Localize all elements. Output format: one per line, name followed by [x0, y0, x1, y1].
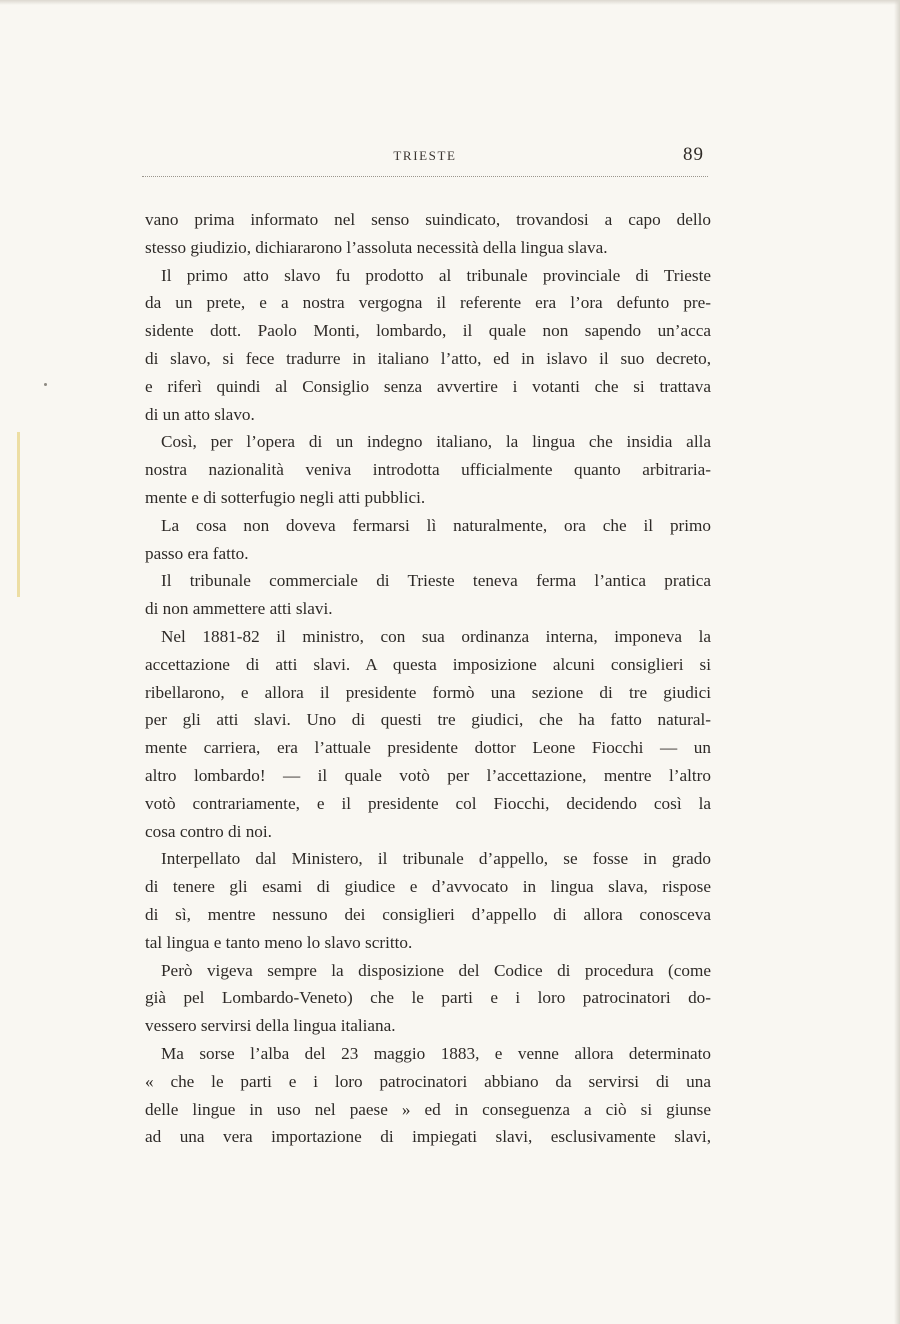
text-line: Così, per l’opera di un indegno italiano, la lingua che insidia alla: [161, 432, 711, 452]
text-line: Ma sorse l’alba del 23 maggio 1883, e venne allora determinato: [161, 1043, 711, 1063]
text-line: ribellarono, e allora il presidente formò una sezione di tre giudici: [145, 682, 711, 702]
text-line: vano prima informato nel senso suindicato, trovandosi a capo dello: [145, 210, 711, 229]
text-line: nostra nazionalità veniva introdotta ufficialmente quanto arbitraria-: [145, 460, 711, 480]
text-line: Il primo atto slavo fu prodotto al tribunale provinciale di Trieste: [161, 265, 711, 285]
text-line: Il tribunale commerciale di Trieste teneva ferma l’antica pratica: [161, 571, 711, 591]
text-line: Nel 1881-82 il ministro, con sua ordinanza interna, imponeva la: [161, 626, 711, 646]
text-line: per gli atti slavi. Uno di questi tre giudici, che ha fatto natural-: [145, 710, 711, 730]
text-line: « che le parti e i loro patrocinatori abbiano da servirsi di una: [145, 1071, 711, 1091]
margin-stain: [17, 432, 20, 597]
page-number: 89: [683, 144, 704, 165]
text-line: vessero servirsi della lingua italiana.: [145, 1016, 396, 1036]
text-line: mente e di sotterfugio negli atti pubblici.: [145, 487, 426, 507]
text-line: di tenere gli esami di giudice e d’avvocato in lingua slava, rispose: [145, 877, 711, 897]
text-line: passo era fatto.: [145, 543, 249, 563]
text-line: sidente dott. Paolo Monti, lombardo, il quale non sapendo un’acca: [145, 321, 711, 341]
text-line: di slavo, si fece tradurre in italiano l’atto, ed in islavo il suo decreto,: [145, 348, 711, 368]
text-line: altro lombardo! — il quale votò per l’accettazione, mentre l’altro: [145, 765, 711, 785]
text-line: delle lingue in uso nel paese » ed in conseguenza a ciò si giunse: [145, 1099, 711, 1119]
text-line: di non ammettere atti slavi.: [145, 599, 333, 619]
text-line: stesso giudizio, dichiararono l’assoluta necessità della lingua slava.: [145, 237, 608, 257]
text-line: cosa contro di noi.: [145, 821, 272, 841]
text-line: Però vigeva sempre la disposizione del Codice di procedura (come: [161, 960, 711, 980]
text-line: già pel Lombardo-Veneto) che le parti e i loro patrocinatori do-: [145, 988, 711, 1008]
running-head: [142, 144, 708, 174]
text-line: ad una vera importazione di impiegati slavi, esclusivamente slavi,: [145, 1127, 711, 1147]
header-dotted-rule: [142, 176, 708, 177]
top-edge-shadow: [0, 0, 900, 5]
text-line: mente carriera, era l’attuale presidente dottor Leone Fiocchi — un: [145, 738, 711, 758]
running-title: TRIESTE: [393, 148, 457, 163]
body-text: [145, 206, 711, 1151]
margin-speck: [44, 383, 47, 386]
text-line: da un prete, e a nostra vergogna il referente era l’ora defunto pre-: [145, 293, 711, 313]
text-line: di sì, mentre nessuno dei consiglieri d’appello di allora conosceva: [145, 904, 711, 924]
text-line: La cosa non doveva fermarsi lì naturalmente, ora che il primo: [161, 515, 711, 535]
right-edge-shadow: [894, 0, 900, 1324]
text-line: e riferì quindi al Consiglio senza avvertire i votanti che si trattava: [145, 376, 711, 396]
text-line: tal lingua e tanto meno lo slavo scritto.: [145, 932, 413, 952]
text-line: accettazione di atti slavi. A questa imposizione alcuni consiglieri si: [145, 654, 711, 674]
text-line: votò contrariamente, e il presidente col Fiocchi, decidendo così la: [145, 793, 711, 813]
text-line: di un atto slavo.: [145, 404, 255, 424]
text-line: Interpellato dal Ministero, il tribunale d’appello, se fosse in grado: [161, 849, 711, 869]
